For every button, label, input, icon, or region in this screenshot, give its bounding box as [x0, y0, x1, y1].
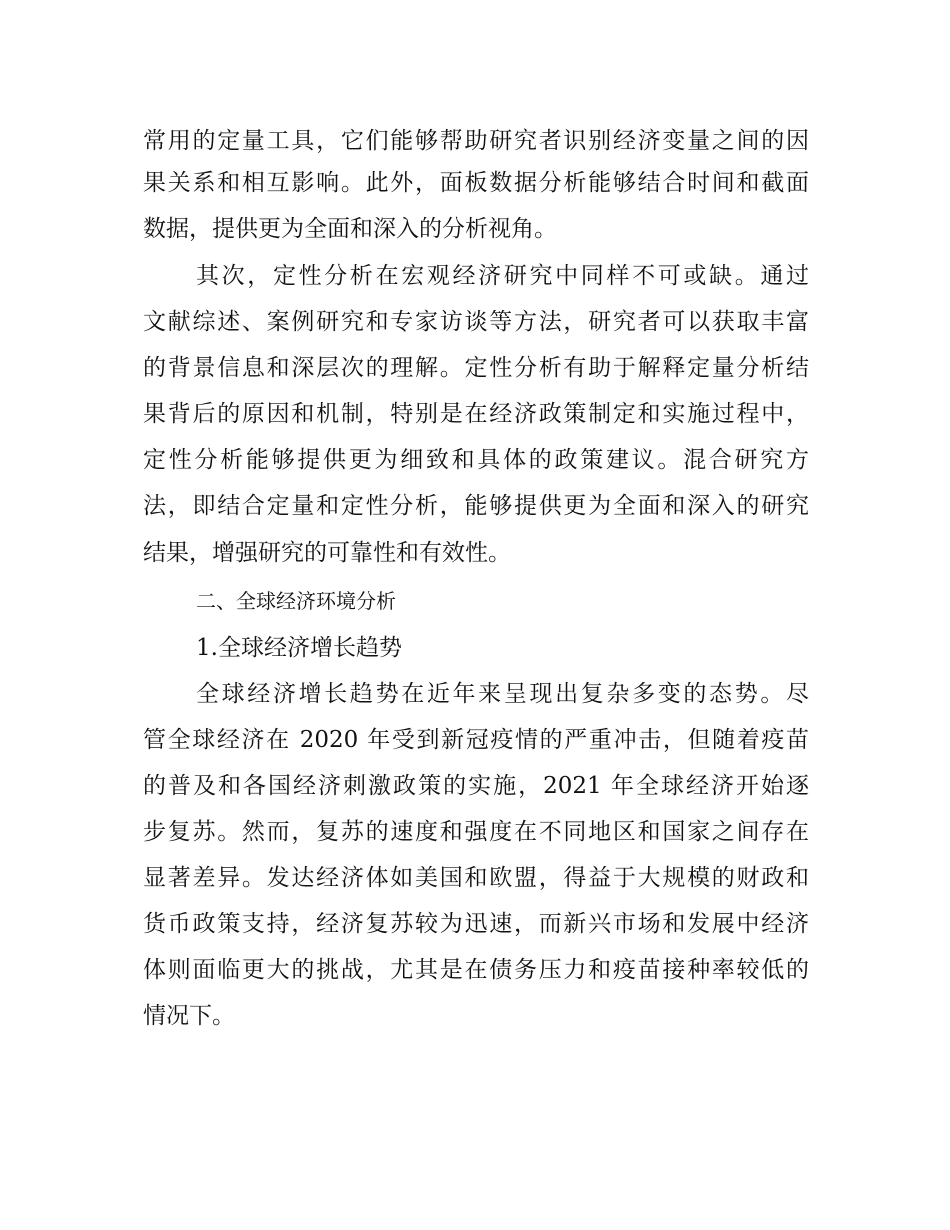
section-heading: 二、全球经济环境分析	[196, 589, 396, 613]
paragraph-3-line-2: 管全球经济在 2020 年受到新冠疫情的严重冲击，但随着疫苗	[143, 727, 809, 753]
paragraph-2-line-5: 定性分析能够提供更为细致和具体的政策建议。混合研究方	[143, 447, 809, 473]
paragraph-2-line-4: 果背后的原因和机制，特别是在经济政策制定和实施过程中，	[143, 401, 809, 427]
paragraph-3-line-4: 步复苏。然而，复苏的速度和强度在不同地区和国家之间存在	[143, 819, 809, 845]
paragraph-2-line-6: 法，即结合定量和定性分析，能够提供更为全面和深入的研究	[143, 493, 809, 519]
subsection-heading: 1.全球经济增长趋势	[196, 635, 402, 661]
paragraph-3-line-5: 显著差异。发达经济体如美国和欧盟，得益于大规模的财政和	[143, 865, 809, 891]
paragraph-1-line-2: 果关系和相互影响。此外，面板数据分析能够结合时间和截面	[143, 170, 809, 196]
paragraph-1-line-1: 常用的定量工具，它们能够帮助研究者识别经济变量之间的因	[143, 128, 809, 154]
paragraph-2-line-2: 文献综述、案例研究和专家访谈等方法，研究者可以获取丰富	[143, 309, 809, 335]
paragraph-3-line-3: 的普及和各国经济刺激政策的实施，2021 年全球经济开始逐	[143, 773, 809, 799]
paragraph-2-line-7: 结果，增强研究的可靠性和有效性。	[143, 540, 511, 566]
paragraph-3-line-8: 情况下。	[143, 1003, 235, 1029]
paragraph-2-line-1: 其次，定性分析在宏观经济研究中同样不可或缺。通过	[196, 263, 809, 289]
paragraph-1-line-3: 数据，提供更为全面和深入的分析视角。	[143, 216, 557, 242]
paragraph-2-line-3: 的背景信息和深层次的理解。定性分析有助于解释定量分析结	[143, 355, 809, 381]
paragraph-3-line-7: 体则面临更大的挑战，尤其是在债务压力和疫苗接种率较低的	[143, 957, 809, 983]
paragraph-3-line-6: 货币政策支持，经济复苏较为迅速，而新兴市场和发展中经济	[143, 911, 809, 937]
paragraph-3-line-1: 全球经济增长趋势在近年来呈现出复杂多变的态势。尽	[196, 681, 809, 707]
